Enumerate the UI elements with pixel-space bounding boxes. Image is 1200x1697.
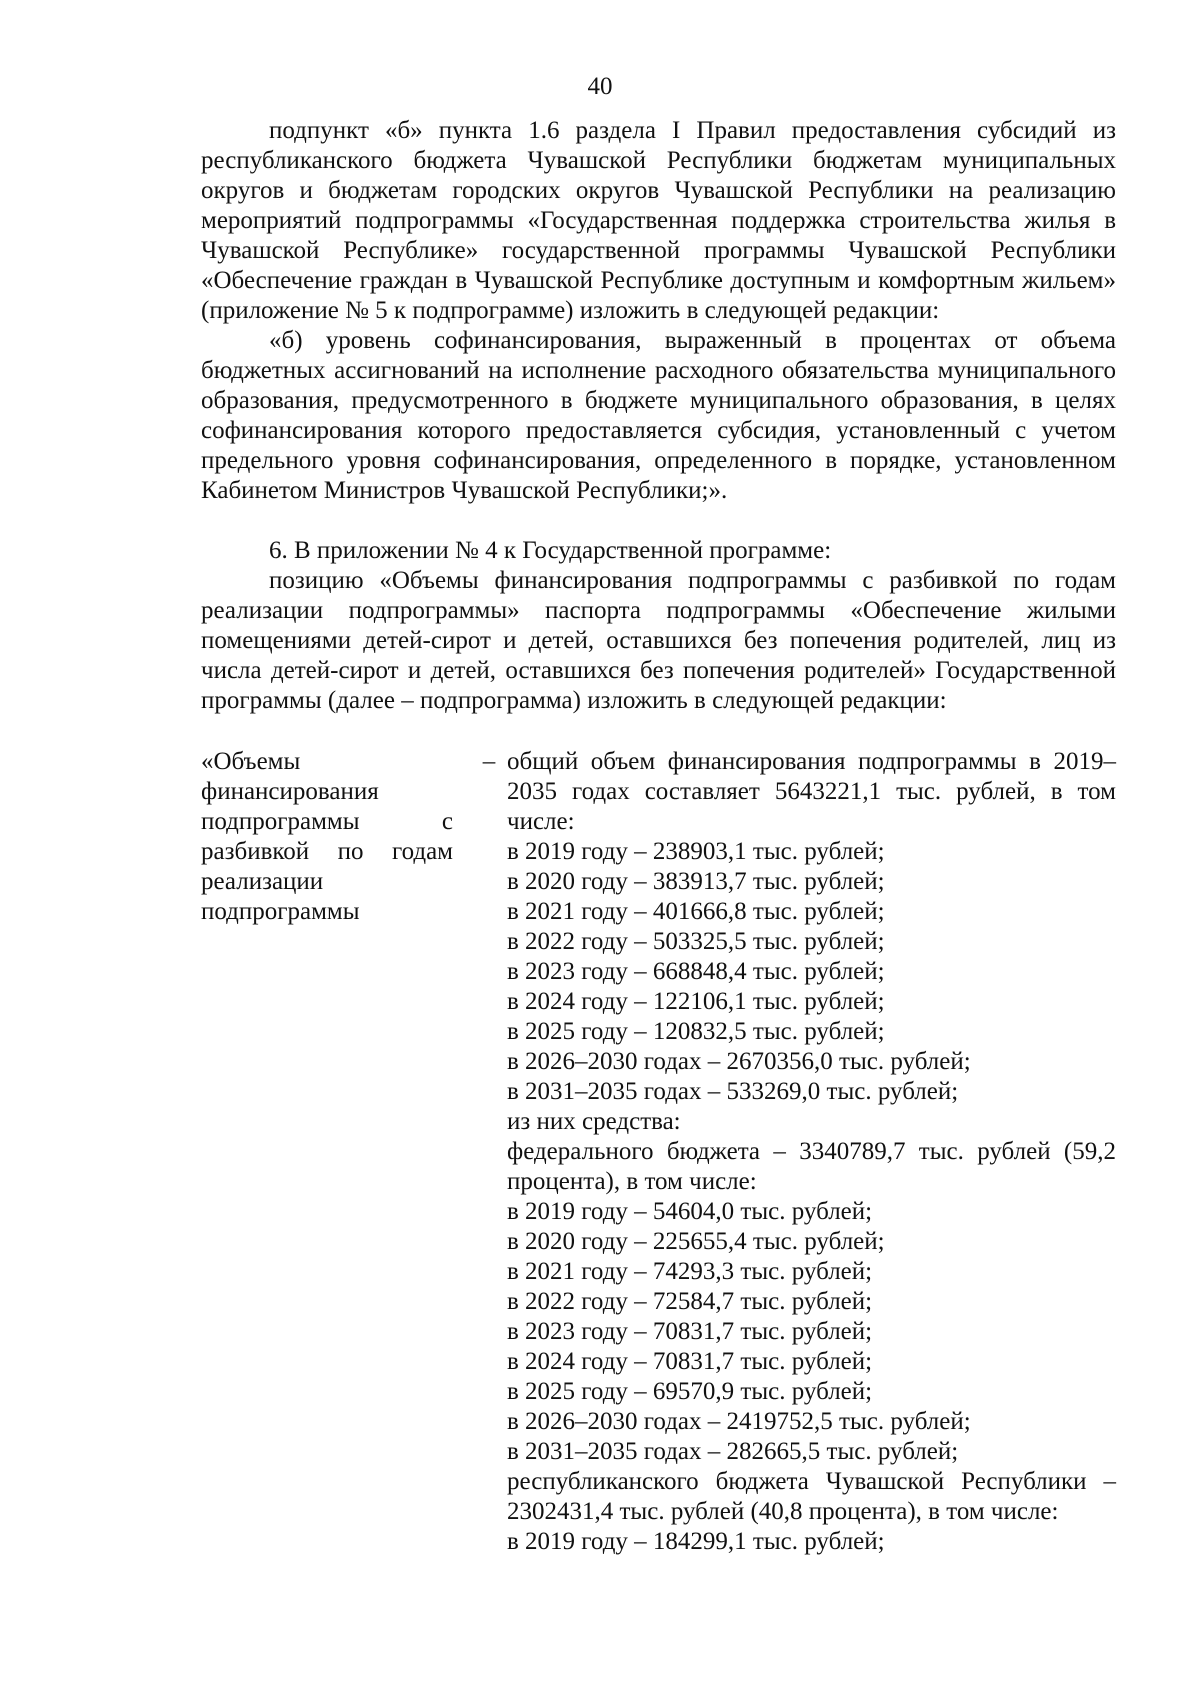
paragraph-section-6-position: позицию «Объемы финансирования подпрограммы с разбивкой по годам реализации подпрограммы» паспорта подпрограммы «Обеспечение жилыми помещениями детей-сирот и детей, оставшихся без попечения родителей, лиц из числа детей-сирот и детей, оставшихся без попечения родителей» Государственной программы (далее – подпрограмма) изложить в следующей редакции:	[201, 567, 1116, 714]
federal-year-line: в 2025 году – 69570,9 тыс. рублей;	[507, 1378, 873, 1405]
total-year-line: в 2022 году – 503325,5 тыс. рублей;	[507, 928, 885, 955]
total-year-line: в 2024 году – 122106,1 тыс. рублей;	[507, 988, 885, 1015]
republic-year-line: в 2019 году – 184299,1 тыс. рублей;	[507, 1528, 885, 1555]
federal-year-line: в 2021 году – 74293,3 тыс. рублей;	[507, 1258, 873, 1285]
passport-value	[507, 747, 1116, 1557]
total-year-line: в 2021 году – 401666,8 тыс. рублей;	[507, 898, 885, 925]
federal-year-line: в 2031–2035 годах – 282665,5 тыс. рублей;	[507, 1438, 959, 1465]
federal-year-line: в 2020 году – 225655,4 тыс. рублей;	[507, 1228, 885, 1255]
total-year-line: в 2025 году – 120832,5 тыс. рублей;	[507, 1018, 885, 1045]
total-year-line: в 2019 году – 238903,1 тыс. рублей;	[507, 838, 885, 865]
paragraph-section-6-heading: 6. В приложении № 4 к Государственной программе:	[269, 537, 832, 564]
federal-budget-total: федерального бюджета – 3340789,7 тыс. рублей (59,2 процента), в том числе:	[507, 1138, 1116, 1195]
federal-years-list	[507, 1197, 1116, 1467]
passport-label: «Объемы финансирования подпрограммы с разбивкой по годам реализации подпрограммы	[201, 748, 453, 925]
federal-year-line: в 2024 году – 70831,7 тыс. рублей;	[507, 1348, 873, 1375]
total-year-line: в 2023 году – 668848,4 тыс. рублей;	[507, 958, 885, 985]
page-number: 40	[587, 73, 613, 100]
body-text	[201, 116, 1116, 716]
paragraph-subpoint-b-intro: подпункт «б» пункта 1.6 раздела I Правил предоставления субсидий из республиканского бюджета Чувашской Республики бюджетам муниципальных округов и бюджетам городских округов Чувашской Республики на реализацию мероприятий подпрограммы «Государственная поддержка строительства жилья в Чувашской Республике» государственной программы Чувашской Республики «Обеспечение граждан в Чувашской Республике доступным и комфортным жильем» (приложение № 5 к подпрограмме) изложить в следующей редакции:	[201, 117, 1116, 324]
federal-year-line: в 2023 году – 70831,7 тыс. рублей;	[507, 1318, 873, 1345]
total-years-list	[507, 837, 1116, 1107]
republic-budget-total: республиканского бюджета Чувашской Республики – 2302431,4 тыс. рублей (40,8 процента), в том числе:	[507, 1468, 1116, 1525]
federal-year-line: в 2022 году – 72584,7 тыс. рублей;	[507, 1288, 873, 1315]
total-year-line: в 2026–2030 годах – 2670356,0 тыс. рублей;	[507, 1048, 971, 1075]
federal-year-line: в 2019 году – 54604,0 тыс. рублей;	[507, 1198, 873, 1225]
republic-years-list	[507, 1527, 1116, 1557]
paragraph-gap	[201, 506, 1116, 536]
total-year-line: в 2031–2035 годах – 533269,0 тыс. рублей;	[507, 1078, 959, 1105]
federal-year-line: в 2026–2030 годах – 2419752,5 тыс. рублей;	[507, 1408, 971, 1435]
total-financing: общий объем финансирования подпрограммы в 2019–2035 годах составляет 5643221,1 тыс. рублей, в том числе:	[507, 748, 1116, 835]
passport-dash: –	[482, 748, 496, 775]
paragraph-subpoint-b-text: «б) уровень софинансирования, выраженный в процентах от объема бюджетных ассигнований на исполнение расходного обязательства муниципального образования, предусмотренного в бюджете муниципального образования, в целях софинансирования которого предоставляется субсидия, установленный с учетом предельного уровня софинансирования, определенного в порядке, установленном Кабинетом Министров Чувашской Республики;».	[201, 327, 1116, 504]
total-year-line: в 2020 году – 383913,7 тыс. рублей;	[507, 868, 885, 895]
sources-heading: из них средства:	[507, 1108, 681, 1135]
